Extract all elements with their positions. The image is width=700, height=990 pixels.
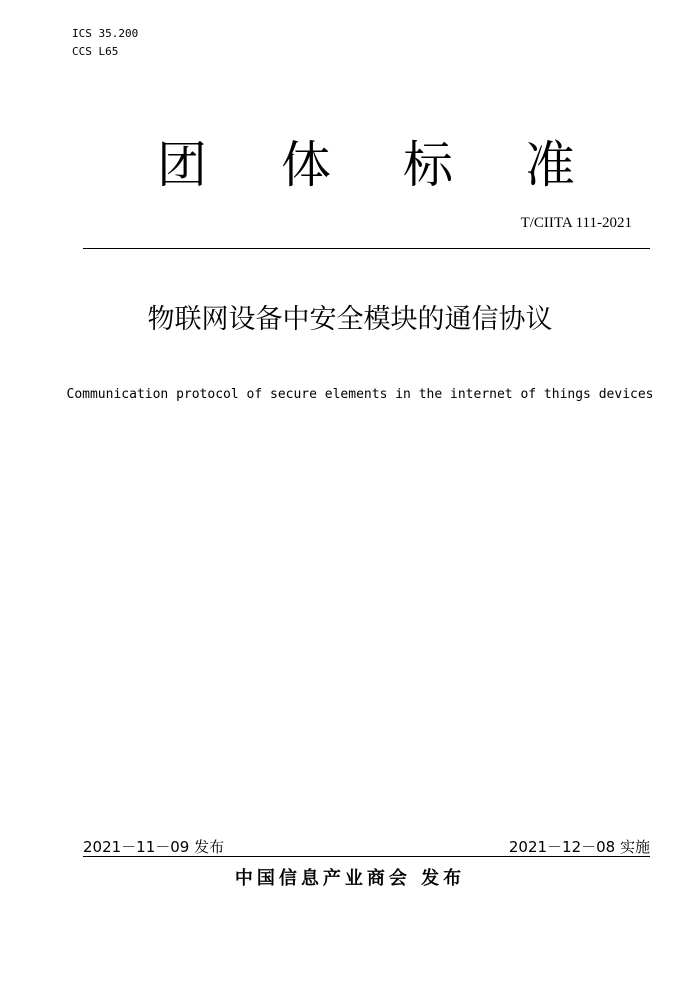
- release-date: 2021－11－09 发布: [83, 838, 225, 856]
- publisher: 中国信息产业商会 发布: [234, 868, 466, 889]
- heading-char: 标: [403, 136, 453, 194]
- ics-code: ICS 35.200: [72, 27, 139, 40]
- document-type-heading: [0, 130, 700, 200]
- title-chinese: 物联网设备中安全模块的通信协议: [147, 304, 553, 335]
- title-english: Communication protocol of secure elements in the internet of things devices: [66, 387, 654, 402]
- ccs-code: CCS L65: [72, 45, 119, 58]
- heading-char: 团: [157, 136, 207, 194]
- bottom-divider: [83, 856, 650, 857]
- heading-char: 准: [525, 136, 575, 194]
- heading-char: 体: [281, 136, 331, 194]
- top-divider: [83, 248, 650, 249]
- standard-number: T/CIITA 111-2021: [520, 215, 632, 231]
- implementation-date: 2021－12－08 实施: [508, 838, 650, 856]
